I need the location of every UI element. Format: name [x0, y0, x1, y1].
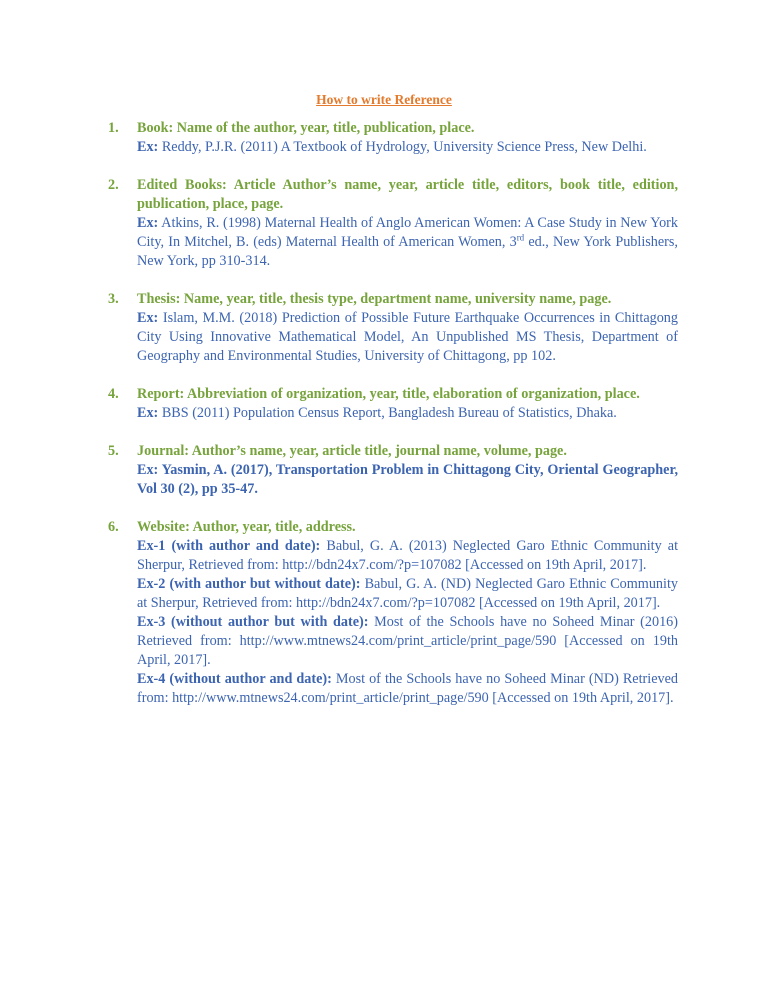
- example-text: [137, 613, 678, 670]
- page-title: How to write Reference: [316, 92, 452, 107]
- example-body: Most of the Schools have no Soheed Minar (ND) Retrieved from: http://www.mtnews24.com/print_article/print_page/590 [Accessed on 19th April, 2017].: [137, 671, 678, 706]
- item-heading: Book: Name of the author, year, title, publication, place.: [137, 120, 475, 136]
- list-item: [108, 176, 678, 271]
- example-label: Ex:: [137, 405, 159, 421]
- example-text: [137, 575, 678, 613]
- list-item: [108, 518, 678, 708]
- example-label: Ex:: [137, 310, 159, 326]
- item-heading: Edited Books: Article Author’s name, year, article title, editors, book title, edition, publication, place, page.: [137, 177, 678, 212]
- example-text: [137, 670, 678, 708]
- item-heading: Journal: Author’s name, year, article title, journal name, volume, page.: [137, 443, 567, 459]
- example-body: Babul, G. A. (2013) Neglected Garo Ethnic Community at Sherpur, Retrieved from: http://bdn24x7.com/?p=107082 [Accessed on 19th April, 2017].: [137, 538, 679, 573]
- example-body: Most of the Schools have no Soheed Minar (2016) Retrieved from: http://www.mtnews24.com/print_article/print_page/590 [Accessed on 19th April, 2017].: [137, 614, 678, 668]
- item-heading: Website: Author, year, title, address.: [137, 519, 356, 535]
- item-number: 2.: [108, 177, 119, 193]
- example-label: Ex-2 (with author but without date):: [137, 576, 361, 592]
- example-label: Ex:: [137, 215, 159, 231]
- item-heading: Thesis: Name, year, title, thesis type, department name, university name, page.: [137, 291, 612, 307]
- list-item: [108, 290, 678, 366]
- example-label: Ex-1 (with author and date):: [137, 538, 321, 554]
- superscript: rd: [516, 232, 525, 243]
- list-item: [108, 385, 678, 423]
- example-body: Reddy, P.J.R. (2011) A Textbook of Hydrology, University Science Press, New Delhi.: [158, 139, 647, 155]
- example-label: Ex-4 (without author and date):: [137, 671, 332, 687]
- list-item: [108, 442, 678, 499]
- example-text: [137, 138, 678, 157]
- item-number: 4.: [108, 386, 119, 402]
- example-body: BBS (2011) Population Census Report, Bangladesh Bureau of Statistics, Dhaka.: [158, 405, 617, 421]
- example-label: Ex:: [137, 139, 159, 155]
- example-text: [137, 309, 678, 366]
- item-number: 6.: [108, 519, 119, 535]
- list-item: [108, 119, 678, 157]
- item-heading: Report: Abbreviation of organization, year, title, elaboration of organization, place.: [137, 386, 640, 402]
- example-body: Atkins, R. (1998) Maternal Health of Anglo American Women: A Case Study in New York City, In Mitchel, B. (eds) Maternal Health of American Women, 3: [137, 215, 678, 250]
- item-number: 5.: [108, 443, 119, 459]
- example-body-cont: ed., New York Publishers, New York, pp 310-314.: [137, 234, 678, 269]
- example-text: [137, 537, 678, 575]
- example-body: Babul, G. A. (ND) Neglected Garo Ethnic Community at Sherpur, Retrieved from: http://bdn24x7.com/?p=107082 [Accessed on 19th April, 2017].: [137, 576, 678, 611]
- example-label: Ex-3 (without author but with date):: [137, 614, 369, 630]
- reference-list: [108, 119, 678, 727]
- example-text: [137, 214, 678, 271]
- example-text: [137, 404, 678, 423]
- item-number: 3.: [108, 291, 119, 307]
- item-number: 1.: [108, 120, 119, 136]
- example-text: Ex: Yasmin, A. (2017), Transportation Problem in Chittagong City, Oriental Geographer, Vol 30 (2), pp 35-47.: [137, 462, 678, 497]
- example-body: Islam, M.M. (2018) Prediction of Possible Future Earthquake Occurrences in Chittagong City Using Innovative Mathematical Model, An Unpublished MS Thesis, Department of Geography and Environmental Studies, University of Chittagong, pp 102.: [137, 310, 678, 364]
